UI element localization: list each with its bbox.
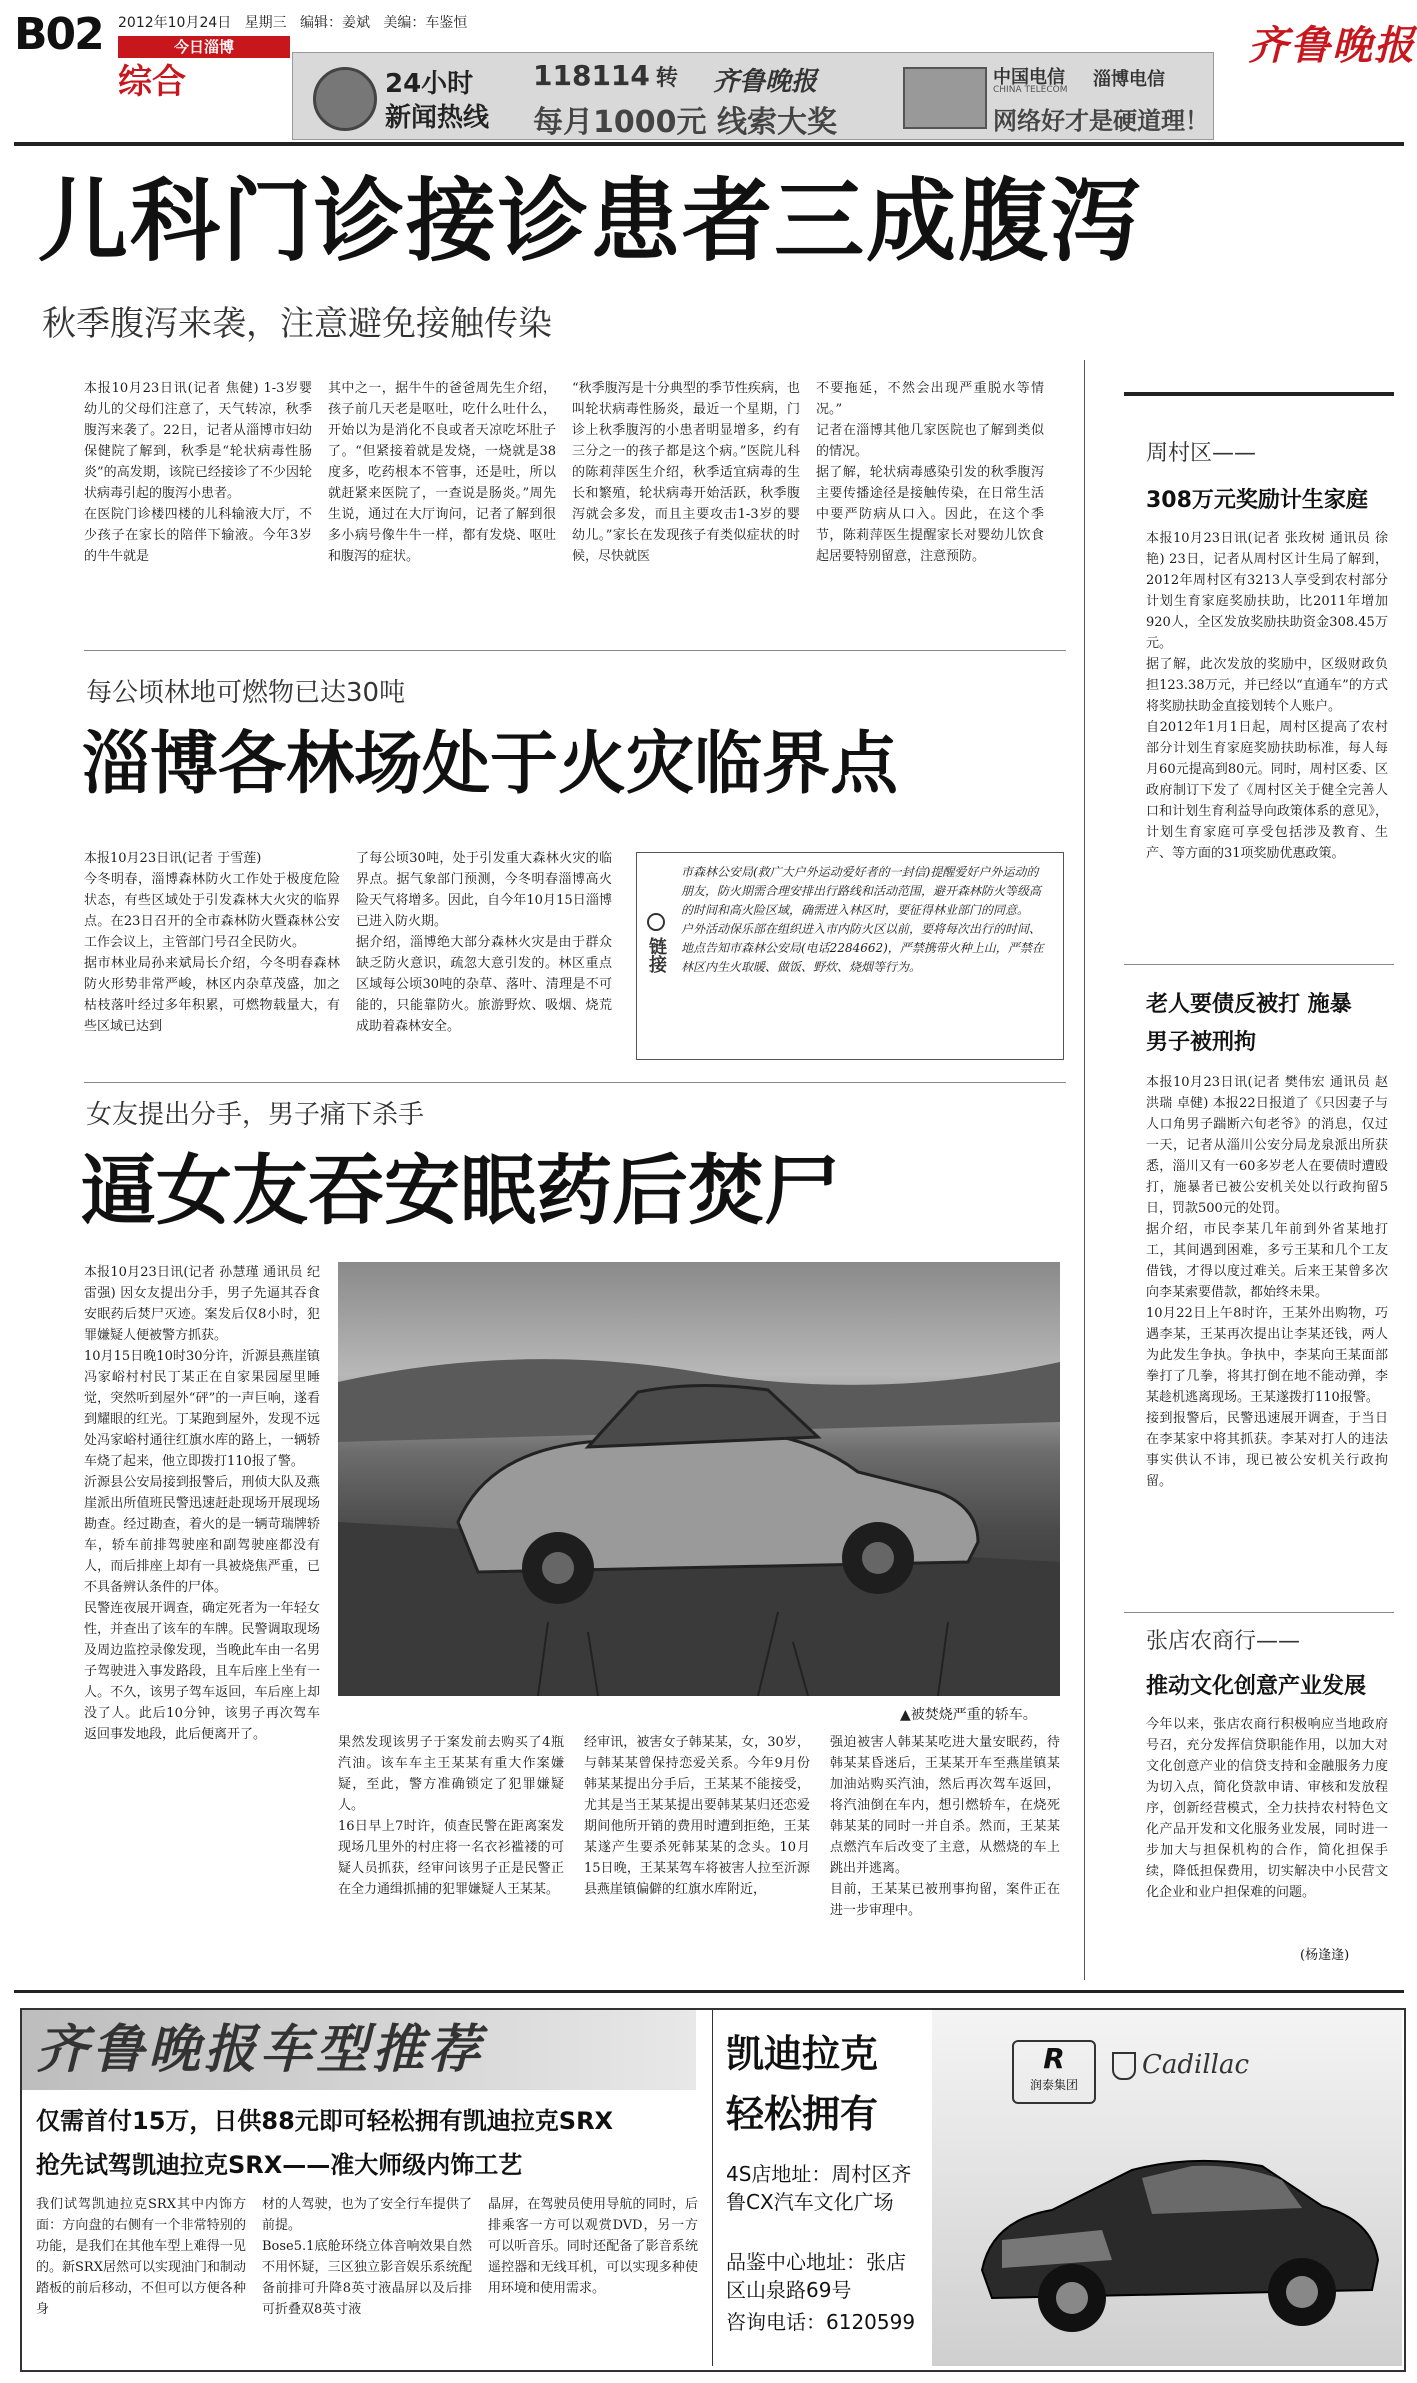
burned-car-photo [338,1262,1060,1696]
burned-car-illustration [338,1262,1060,1696]
ad-divider [712,2010,713,2366]
hotline-number-value: 118114 [533,59,650,92]
ad-logo: 齐鲁晚报车型推荐 [36,2019,485,2080]
editor-credit: 编辑：姜斌 [299,15,370,31]
story1-divider [84,650,1066,651]
link-text: 市森林公安局(救广大户外运动爱好者的一封信)提醒爱好户外运动的朋友，防火期需合理安排出行路线和活动范围，避开森林防火等级高的时间和高火险区域，确需进入林区时，要征得林业部门的同意。 户外活动保乐部在组织进入市内防火区以前，要将每次出行的时间、地点告知市森林公安局(电话2284662)，严禁携带火种上山，严禁在林区内生火取暖、做饭、野炊、烧烟等行为。 [681,865,1044,974]
story2-divider [84,1082,1066,1083]
brief1-text: 本报10月23日讯(记者 张玫树 通讯员 徐艳) 23日，记者从周村区计生局了解到，2012年周村区有3213人享受到农村部分计划生育家庭奖励扶助，比2011年增加920人，全区发放奖励扶助资金308.45万元。 据了解，此次发放的奖励中，区级财政负担123.38万元，并已经以“直通车”的方式将奖励扶助金直接划转个人账户。 自2012年1月1日起，周村区提高了农村部分计划生育家庭奖励扶助标准，每人每月60元提高到80元。同时，周村区委、区政府制订下发了《周村区关于健全完善人口和计划生育利益导向政策体系的意见》，计划生育家庭可享受包括涉及教育、生产、等方面的31项奖励优惠政策。 [1146,531,1388,861]
link-label [643,913,669,973]
ad-headline-2: 抢先试驾凯迪拉克SRX——准大师级内饰工艺 [36,2151,523,2179]
designer-credit: 美编：车鉴恒 [383,15,468,31]
section-tag: 今日淄博 [118,36,290,58]
telecom-logo-en: CHINA TELECOM [993,85,1068,95]
content-bottom-rule [14,1990,1404,1993]
banner-screen-graphic [903,67,987,129]
ad-col-2: 材的人驾驶，也为了安全行车提供了前提。 Bose5.1底舱环绕立体音响效果自然不用怀疑，三区独立影音娱乐系统配备前排可升降8英寸液晶屏以及后排可折叠双8英寸液 [262,2197,472,2317]
story2-col-2: 了每公顷30吨，处于引发重大森林火灾的临界点。据气象部门预测，今冬明春淄博高火险天气将增多。因此，自今年10月15日淄博已进入防火期。 据介绍，淄博绝大部分森林火灾是由于群众缺乏防火意识，疏忽大意引发的。林区重点区域每公顷30吨的杂草、落叶、清理是不可能的，只能靠防火。旅游野炊、吸烟、烧荒成助着森林安全。 [356,851,612,1034]
brief3-headline: 推动文化创意产业发展 [1146,1674,1367,1699]
ad-col-3: 晶屏，在驾驶员使用导航的同时，后排乘客一方可以观赏DVD，另一方可以听音乐。同时还配备了影音系统遥控器和无线耳机，可以实现多种使用环境和使用需求。 [488,2197,698,2296]
ad-brand-title-2: 轻松拥有 [726,2092,879,2136]
hotline-24: 24小时 [385,69,474,99]
brief3-text: 今年以来，张店农商行积极响应当地政府号召，充分发挥信贷职能作用，以加大对文化创意产业的信贷支持和金融服务力度为切入点，简化贷款申请、审核和发放程序，创新经营模式，全力扶持农村特色文化产品开发和文化服务业发展，同时进一步加大与担保机构的合作，简化担保手续，降低担保费用，切实解决中小民营文化企业和业户担保难的问题。 [1146,1717,1388,1900]
dealer-logo-text: 润泰集团 [1029,2078,1078,2092]
ad-address-2: 品鉴中心地址：张店区山泉路69号 [726,2250,906,2302]
prize-text: 每月1000元 线索大奖 [533,105,837,140]
brief3-district: 张店农商行—— [1146,1629,1301,1654]
story3-left-col: 本报10月23日讯(记者 孙慧瑾 通讯员 纪雷强) 因女友提出分手，男子先逼其吞食安眠药后焚尸灭迹。案发后仅8小时，犯罪嫌疑人便被警方抓获。 10月15日晚10时30分许，沂源县燕崖镇冯家峪村村民丁某正在自家果园屋里睡觉，突然听到屋外“砰”的一声巨响，遂看到耀眼的红光。丁某跑到屋外，发现不远处冯家峪村通往红旗水库的路上，一辆轿车烧了起来，他立即拨打110报了警。 沂源县公安局接到报警后，刑侦大队及燕崖派出所值班民警迅速赶赴现场开展现场勘查。经过勘查，着火的是一辆苛瑞牌轿车，轿车前排驾驶座和副驾驶座都没有人，而后排座上却有一具被烧焦严重，已不具备辨认条件的尸体。 民警连夜展开调查，确定死者为一年轻女性，并查出了该车的车牌。民警调取现场及周边监控录像发现，当晚此车由一名男子驾驶进入事发路段，且车后座上坐有一人。不久，该男子驾车返回，车后座上却没了人。此后10分钟，该男子再次驾车返回事发地段，此后便离开了。 [84,1265,320,1742]
ad-phone: 咨询电话：6120599 [726,2310,916,2334]
telecom-logo: 中国电信 [993,67,1065,88]
brief3-byline: (杨逢逢) [1300,1948,1350,1963]
brief1-district: 周村区—— [1146,441,1257,466]
banner-slogan: 网络好才是硬道理！ [993,107,1209,135]
story1-col-1: 本报10月23日讯(记者 焦健) 1-3岁婴幼儿的父母们注意了，天气转凉，秋季腹泻来袭了。22日，记者从淄博市妇幼保健院了解到，秋季是“轮状病毒性肠炎”的高发期，该院已经接诊了不少因轮状病毒引起的腹泻小患者。 在医院门诊楼四楼的儿科输液大厅，不少孩子在家长的陪伴下输液。今年3岁的牛牛就是 [84,381,312,564]
hotline-number [533,59,678,92]
dealer-logo-mark: R [1043,2042,1065,2075]
link-bullet-icon [647,913,665,931]
story3-kicker: 女友提出分手，男子痛下杀手 [86,1100,425,1130]
brief1-divider [1124,964,1394,965]
issue-date: 2012年10月24日 [118,15,232,31]
photo-caption: ▲被焚烧严重的轿车。 [900,1707,1037,1723]
story2-col-1: 本报10月23日讯(记者 于雪莲) 今冬明春，淄博森林防火工作处于极度危险状态，有些区域处于引发森林大火灾的临界点。在23日召开的全市森林防火暨森林公安工作会议上，主管部门号召全民防火。 据市林业局孙来斌局长介绍，今冬明春森林防火形势非常严峻，林区内杂草茂盛，加之枯枝落叶经过多年积累，可燃物载量大，有些区域已达到 [84,851,340,1034]
story1-col-3: “秋季腹泻是十分典型的季节性疾病，也叫轮状病毒性肠炎，最近一个星期，门诊上秋季腹泻的小患者明显增多，约有三分之一的孩子都是这个病。”医院儿科的陈莉萍医生介绍，秋季适宜病毒的生长和繁殖，轮状病毒开始活跃，秋季腹泻就会多发，而且主要攻击1-3岁的婴幼儿。”家长在发现孩子有类似症状的时候，尽快就医 [572,381,800,564]
issue-weekday: 星期三 [244,15,287,31]
brief2-headline: 老人要债反被打 施暴男子被刑拘 [1146,992,1352,1055]
link-sidebar [636,852,1064,1060]
section-name: 综合 [118,62,186,102]
right-column-divider [1084,360,1085,1980]
cadillac-logo [1112,2050,1249,2080]
story2-headline: 淄博各林场处于火灾临界点 [82,724,899,804]
right-column-top-rule [1124,392,1394,396]
story1-subhead: 秋季腹泻来袭，注意避免接触传染 [42,304,552,344]
link-label-text: 链接 [646,937,667,973]
brief2-text: 本报10月23日讯(记者 樊伟宏 通讯员 赵洪瑞 卓健) 本报22日报道了《只因妻子与人口角男子踹断六旬老爷》的消息，仅过一天，记者从淄川公安分局龙泉派出所获悉，淄川又有一60多岁老人在要债时遭殴打，施暴者已被公安机关处以行政拘留5日，罚款500元的处罚。 据介绍，市民李某几年前到外省某地打工，其间遇到困难，多亏王某和几个工友借钱，才得以度过难关。后来王某曾多次向李某索要借款，都始终未果。 10月22日上午8时许，王某外出购物，巧遇李某，王某再次提出让李某还钱，两人为此发生争执。争执中，李某向王某面部拳打了几拳，将其打倒在地不能动弹，李某趁机逃离现场。王某遂拨打110报警。 接到报警后，民警迅速展开调查，于当日在李某家中将其抓获。李某对打人的违法事实供认不讳，现已被公安机关行政拘留。 [1146,1075,1388,1489]
story3-headline: 逼女友吞安眠药后焚尸 [80,1146,840,1235]
zibo-telecom: 淄博电信 [1093,69,1165,90]
cadillac-crest-icon [1112,2052,1136,2080]
dateline [118,14,467,32]
banner-paper-name: 齐鲁晚报 [713,67,818,97]
hotline-connect: 转 [655,66,678,91]
hotline-label: 新闻热线 [385,103,490,133]
dealer-logo [1012,2040,1096,2104]
cadillac-srx-image [962,2110,1392,2350]
car-ad [20,2008,1406,2372]
story1-headline: 儿科门诊接诊患者三成腹泻 [38,168,1142,274]
hotline-banner [292,52,1214,140]
brief1-headline: 308万元奖励计生家庭 [1146,488,1368,513]
story1-col-4: 不要拖延，不然会出现严重脱水等情况。” 记者在淄博其他几家医院也了解到类似的情况。 据了解，轮状病毒感染引发的秋季腹泻主要传播途径是接触传染，在日常生活中要严防病从口入。因此，在这个季节，陈莉萍医生提醒家长对婴幼儿饮食起居要特别留意，注意预防。 [816,381,1044,564]
ad-headline-1: 仅需首付15万，日供88元即可轻松拥有凯迪拉克SRX [36,2107,614,2135]
ad-col-1: 我们试驾凯迪拉克SRX其中内饰方面：方向盘的右侧有一个非常特别的功能，是我们在其他车型上难得一见的。新SRX居然可以实现油门和制动踏板的前后移动，不但可以方便各种身 [36,2197,246,2317]
story3-col-4: 强迫被害人韩某某吃进大量安眠药，待韩某某昏迷后，王某某开车至燕崖镇某加油站购买汽油，然后再次驾车返回，将汽油倒在车内，想引燃轿车，在烧死韩某某的同时一并自杀。然而，王某某点燃汽车后改变了主意，从燃烧的车上跳出并逃离。 目前，王某某已被刑事拘留，案件正在进一步审理中。 [830,1735,1060,1918]
masthead-rule [14,142,1404,146]
phone-icon [313,67,377,131]
paper-logo: 齐鲁晚报 [1248,22,1416,69]
story3-col-2: 果然发现该男子于案发前去购买了4瓶汽油。该车车主王某某有重大作案嫌疑，至此，警方准确锁定了犯罪嫌疑人。 16日早上7时许，侦查民警在距离案发现场几里外的村庄将一名衣衫褴褛的可疑人员抓获，经审问该男子正是民警正在全力通缉抓捕的犯罪嫌疑人王某某。 [338,1735,564,1897]
cadillac-wordmark: Cadillac [1142,2050,1250,2080]
story2-kicker: 每公顷林地可燃物已达30吨 [86,678,406,708]
story3-col-3: 经审讯，被害女子韩某某，女，30岁，与韩某某曾保持恋爱关系。今年9月份韩某某提出分手后，王某某不能接受，尤其是当王某某提出要韩某某归还恋爱期间他所开销的费用时遭到拒绝，王某某遂产生要杀死韩某某的念头。10月15日晚，王某某驾车将被害人拉至沂源县燕崖镇偏僻的红旗水库附近， [584,1735,810,1897]
brief2-divider [1124,1612,1394,1613]
page-number: B02 [14,9,103,60]
ad-brand-title-1: 凯迪拉克 [726,2032,879,2076]
ad-address-1: 4S店地址：周村区齐鲁CX汽车文化广场 [726,2162,912,2214]
story1-col-2: 其中之一，据牛牛的爸爸周先生介绍，孩子前几天老是呕吐，吃什么吐什么，开始以为是消化不良或者天凉吃坏肚子了。“但紧接着就是发烧，一烧就是38度多，吃药根本不管事，还是吐，所以就赶紧来医院了，一查说是肠炎。”周先生说，通过在大厅询问，记者了解到很多小病号像牛牛一样，都有发烧、呕吐和腹泻的症状。 [328,381,556,564]
